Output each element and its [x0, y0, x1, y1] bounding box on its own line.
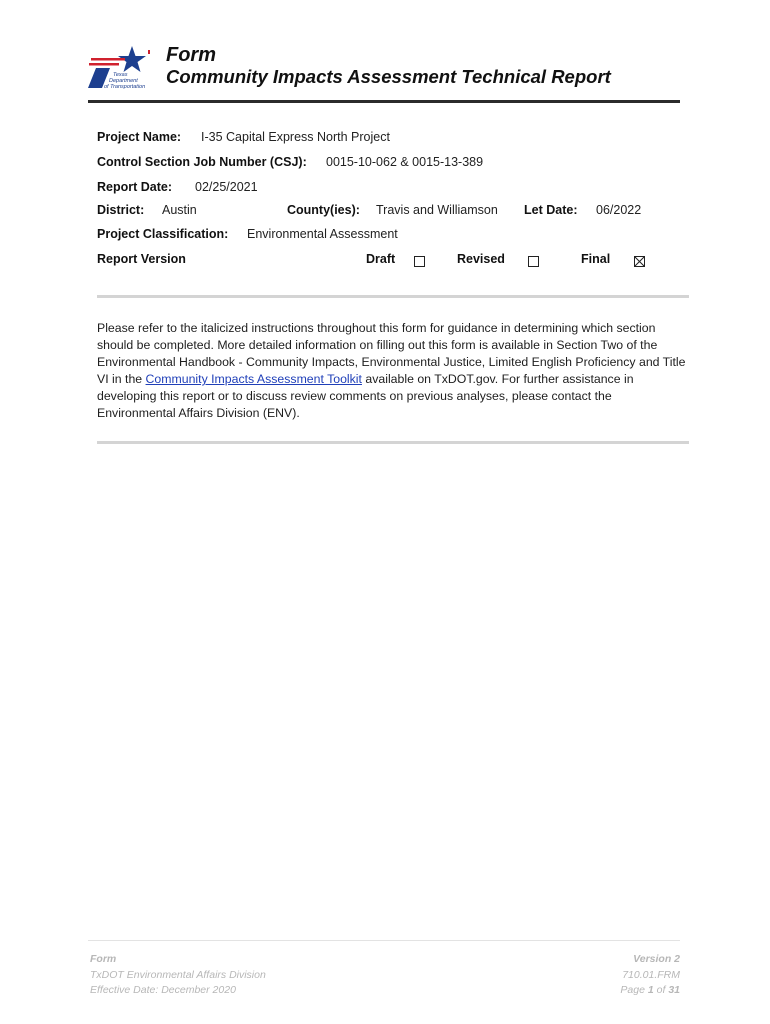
- csj-label: Control Section Job Number (CSJ):: [97, 155, 307, 169]
- revised-label: Revised: [457, 252, 505, 266]
- footer-form-number: 710.01.FRM: [622, 969, 680, 981]
- page-title: Community Impacts Assessment Technical Report: [166, 66, 611, 87]
- footer-form-label: Form: [90, 953, 117, 965]
- counties-field[interactable]: Travis and Williamson: [376, 203, 498, 217]
- section-divider-bottom: [97, 441, 689, 444]
- form-label: Form: [166, 44, 216, 66]
- section-divider-top: [97, 295, 689, 298]
- instructions-text-part2: available on TxDOT.gov. For further assistance in developing this report or to discuss review comments on previous analyses, please contact the Environmental Affairs Division (ENV).: [97, 372, 634, 420]
- final-checkbox[interactable]: [634, 256, 645, 267]
- draft-label: Draft: [366, 252, 396, 266]
- logo-text-line3: of Transportation: [104, 84, 146, 90]
- footer-page-number: Page 1 of 31: [620, 984, 680, 996]
- logo-text-line2: Department: [109, 78, 138, 84]
- toolkit-link[interactable]: Community Impacts Assessment Toolkit: [145, 372, 362, 386]
- project-name-field[interactable]: I-35 Capital Express North Project: [201, 130, 390, 144]
- report-date-field[interactable]: 02/25/2021: [195, 180, 258, 194]
- csj-field[interactable]: 0015-10-062 & 0015-13-389: [326, 155, 484, 169]
- header-divider: [88, 100, 680, 103]
- let-date-field[interactable]: 06/2022: [596, 203, 642, 217]
- classification-label: Project Classification:: [97, 227, 229, 241]
- footer-effective-date: Effective Date: December 2020: [90, 984, 236, 996]
- logo-text-line1: Texas: [113, 72, 128, 78]
- instructions-text-part1: Please refer to the italicized instructions throughout this form for guidance in determining which section should be completed. More detailed information on filling out this form is available in Section Two of the Environmental Handbook - Community Impacts, Environmental Justice, Limited English Proficiency and Title VI in the: [97, 321, 686, 386]
- revised-checkbox[interactable]: [528, 256, 539, 267]
- district-field[interactable]: Austin: [162, 203, 197, 217]
- classification-field[interactable]: Environmental Assessment: [247, 227, 398, 241]
- footer-divider: [88, 940, 680, 941]
- project-name-label: Project Name:: [97, 130, 182, 144]
- instructions-paragraph: [97, 320, 689, 422]
- txdot-logo: [88, 44, 158, 92]
- counties-label: County(ies):: [287, 203, 360, 217]
- final-label: Final: [581, 252, 611, 266]
- district-label: District:: [97, 203, 145, 217]
- footer-division: TxDOT Environmental Affairs Division: [90, 969, 266, 981]
- let-date-label: Let Date:: [524, 203, 578, 217]
- report-date-label: Report Date:: [97, 180, 173, 194]
- report-version-label: Report Version: [97, 252, 186, 266]
- footer-version: Version 2: [633, 953, 680, 965]
- draft-checkbox[interactable]: [414, 256, 425, 267]
- checkmark-x-icon: [635, 257, 644, 266]
